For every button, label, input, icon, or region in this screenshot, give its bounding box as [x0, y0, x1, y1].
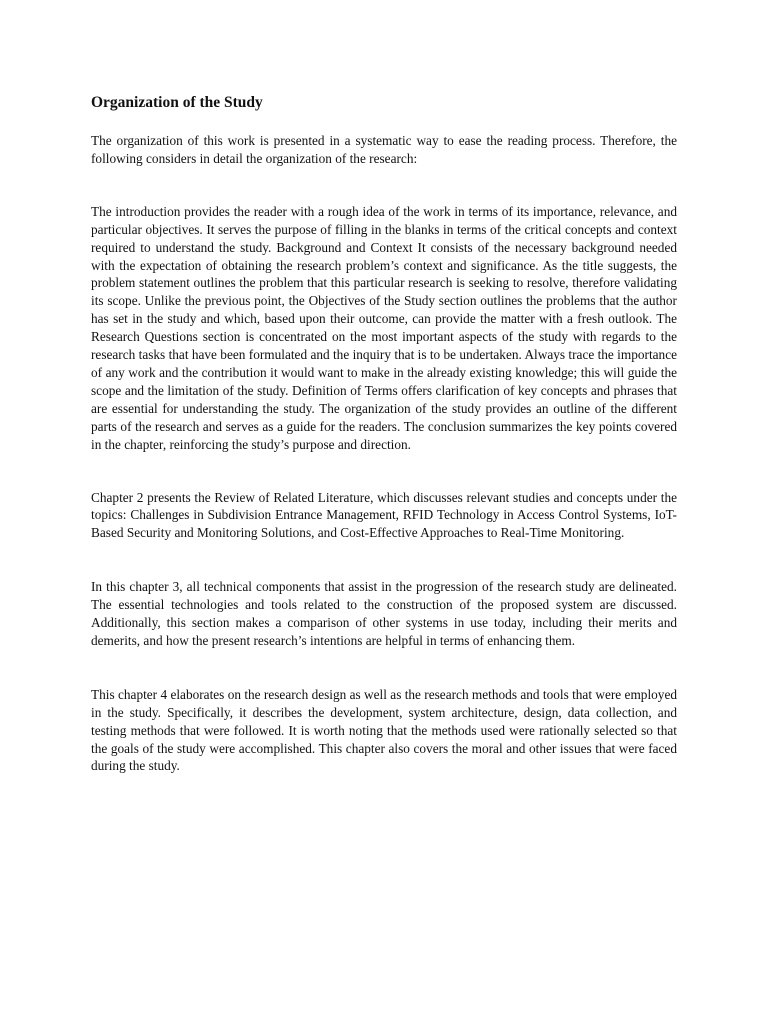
section-heading: Organization of the Study: [91, 94, 263, 111]
document-page: [91, 92, 677, 775]
chapter-3-paragraph: In this chapter 3, all technical components that assist in the progression of the research study are delineated. The essential technologies and tools related to the construction of the proposed system are discussed. Additionally, this section makes a comparison of other systems in use today, including their merits and demerits, and how the present research’s intentions are helpful in terms of enhancing them.: [91, 579, 677, 648]
chapter-2-paragraph: Chapter 2 presents the Review of Related Literature, which discusses relevant studies and concepts under the topics: Challenges in Subdivision Entrance Management, RFID Technology in Access Control Systems, IoT-Based Security and Monitoring Solutions, and Cost-Effective Approaches to Real-Time Monitoring.: [91, 489, 677, 541]
intro-paragraph: The organization of this work is presented in a systematic way to ease the reading process. Therefore, the following considers in detail the organization of the research:: [91, 133, 677, 166]
chapter-1-paragraph: The introduction provides the reader with a rough idea of the work in terms of its importance, relevance, and particular objectives. It serves the purpose of filling in the blanks in terms of the critical concepts and context required to understand the study. Background and Context It consists of the necessary background needed with the expectation of obtaining the research problem’s context and significance. As the title suggests, the problem statement outlines the problem that this particular research is seeking to resolve, therefore validating its scope. Unlike the previous point, the Objectives of the Study section outlines the problems that the author has set in the study and which, based upon their outcome, can provide the matter with a fresh outlook. The Research Questions section is concentrated on the most important aspects of the study with regards to the research tasks that have been formulated and the inquiry that is to be undertaken. Always trace the importance of any work and the contribution it would want to make in the already existing knowledge; this will guide the scope and the limitation of the study. Definition of Terms offers clarification of key concepts and phrases that are essential for understanding the study. The organization of the study provides an outline of the different parts of the research and serves as a guide for the readers. The conclusion summarizes the key points covered in the chapter, reinforcing the study’s purpose and direction.: [91, 203, 677, 452]
chapter-4-paragraph: This chapter 4 elaborates on the research design as well as the research methods and tools that were employed in the study. Specifically, it describes the development, system architecture, design, data collection, and testing methods that were followed. It is worth noting that the methods used were rationally selected so that the goals of the study were accomplished. This chapter also covers the moral and other issues that were faced during the study.: [91, 686, 677, 774]
